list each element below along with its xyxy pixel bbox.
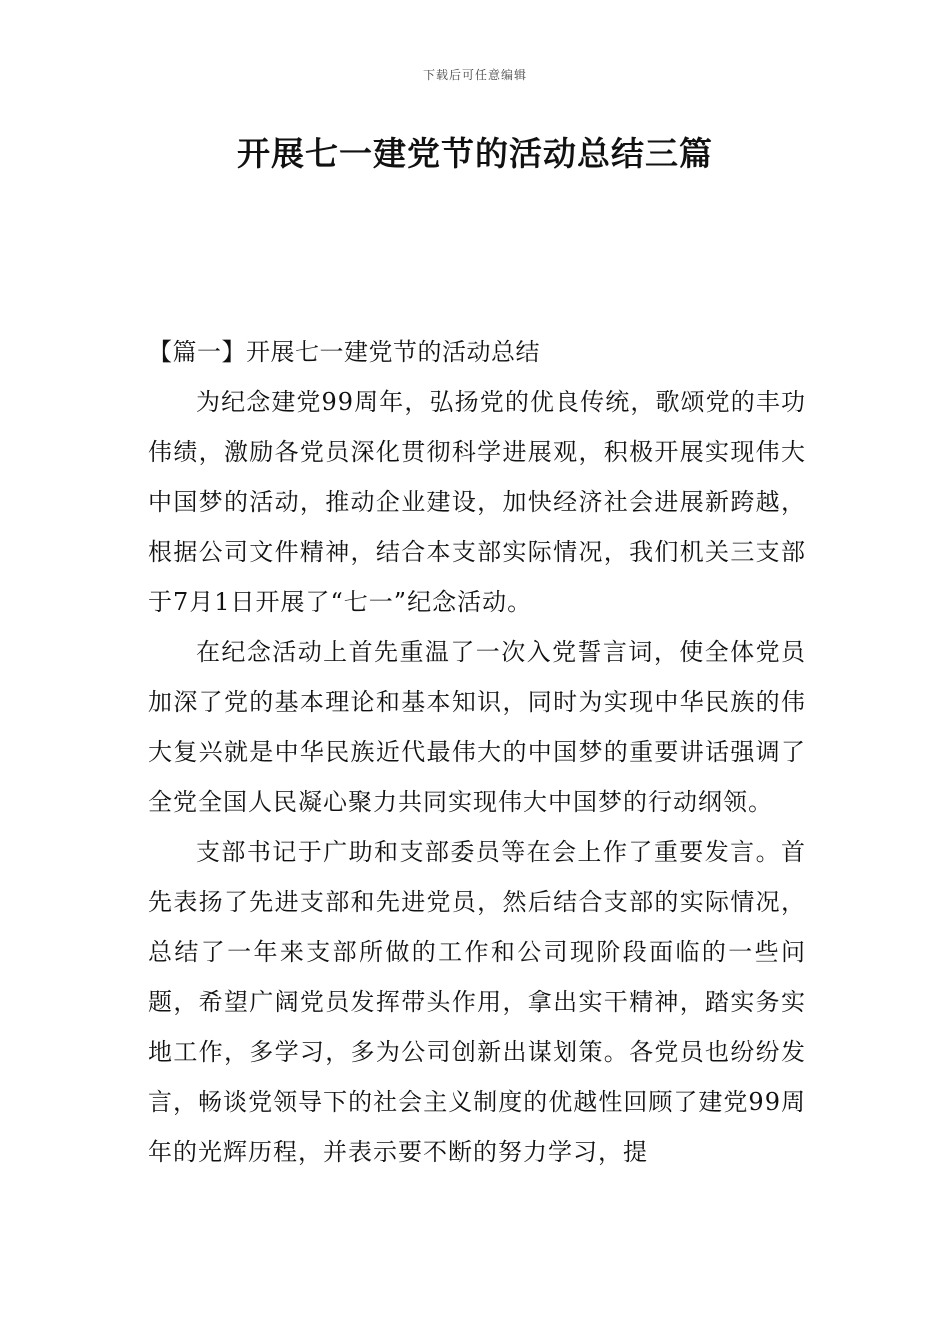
body-paragraph: 在纪念活动上首先重温了一次入党誓言词，使全体党员加深了党的基本理论和基本知识，同时为实现中华民族的伟大复兴就是中华民族近代最伟大的中国梦的重要讲话强调了全党全国人民凝心聚力共同实现伟大中国梦的行动纲领。 xyxy=(148,638,806,816)
body-paragraph: 为纪念建党99周年，弘扬党的优良传统，歌颂党的丰功伟绩，激励各党员深化贯彻科学进展观，积极开展实现伟大中国梦的活动，推动企业建设，加快经济社会进展新跨越，根据公司文件精神，结合本支部实际情况，我们机关三支部于7月1日开展了“七一”纪念活动。 xyxy=(148,388,806,616)
document-title: 开展七一建党节的活动总结三篇 xyxy=(237,134,713,173)
header-note: 下载后可任意编辑 xyxy=(422,68,527,82)
body-paragraph: 支部书记于广助和支部委员等在会上作了重要发言。首先表扬了先进支部和先进党员，然后结合支部的实际情况，总结了一年来支部所做的工作和公司现阶段面临的一些问题，希望广阔党员发挥带头作用，拿出实干精神，踏实务实地工作，多学习，多为公司创新出谋划策。各党员也纷纷发言，畅谈党领导下的社会主义制度的优越性回顾了建党99周年的光辉历程，并表示要不断的努力学习，提 xyxy=(148,838,806,1166)
section-heading: 【篇一】开展七一建党节的活动总结 xyxy=(148,338,540,366)
document-body xyxy=(148,327,806,1177)
